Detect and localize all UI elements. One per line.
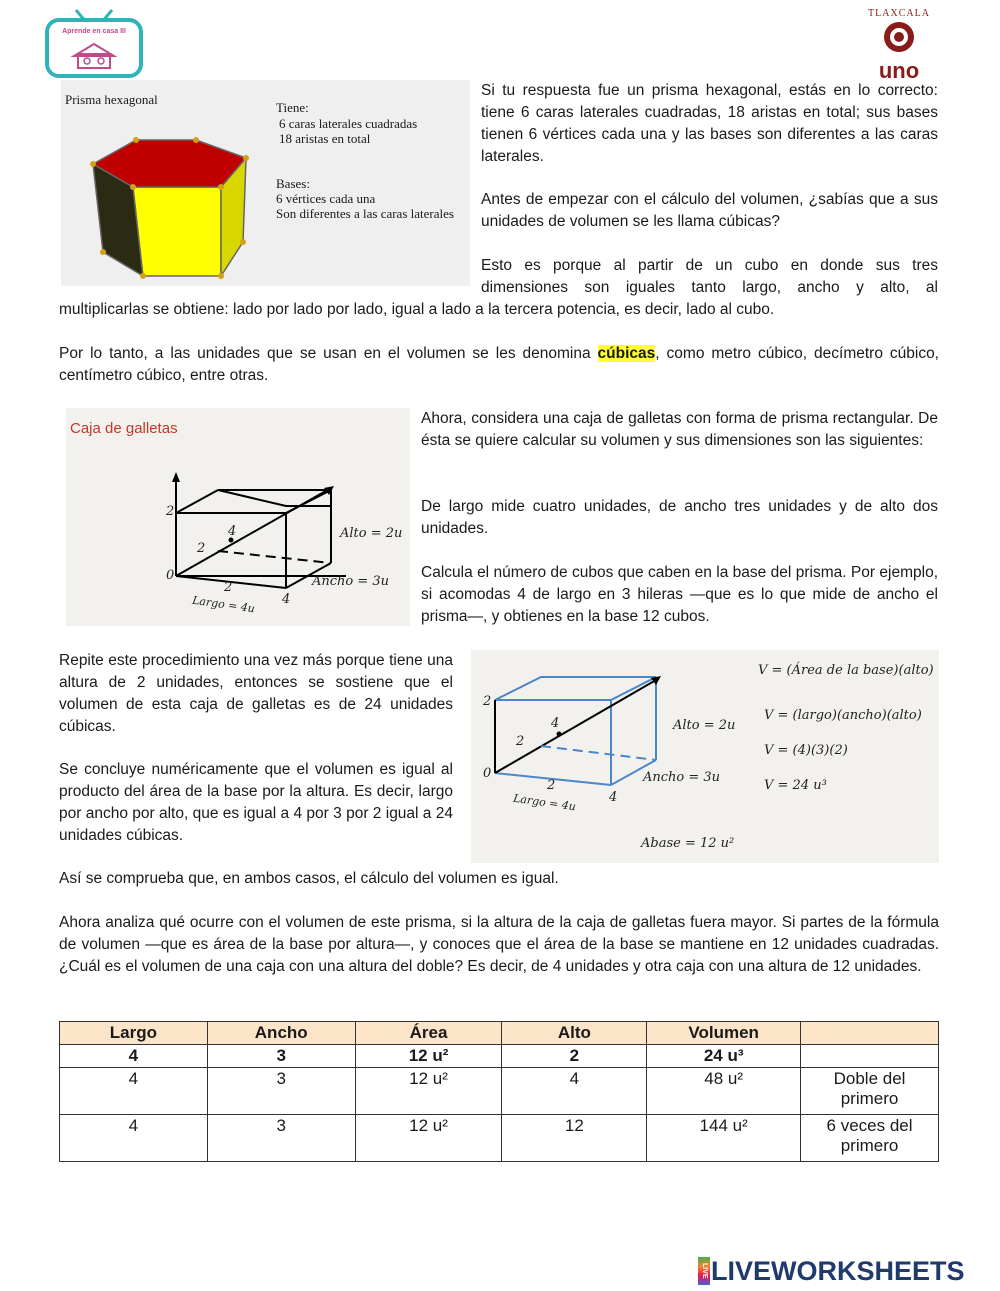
box1-alto-label: Alto = 2u [340, 526, 403, 541]
cell-area: 12 u² [355, 1115, 502, 1162]
box1-tick-2-y: 2 [166, 504, 175, 519]
volume-box-figure [471, 650, 939, 863]
paragraph-5: Ahora, considera una caja de galletas con forma de prisma rectangular. De ésta se quiere calcular su volumen y sus dimensiones son las siguientes: [421, 410, 938, 449]
cell-largo: 4 [60, 1045, 208, 1068]
cell-largo: 4 [60, 1115, 208, 1162]
formula-abase: Abase = 12 u² [641, 836, 735, 851]
uno-logo-text: uno [878, 58, 920, 83]
volume-table-wrapper [59, 1021, 939, 1162]
box1-ancho-label: Ancho = 3u [312, 574, 390, 589]
cell-ancho: 3 [207, 1115, 355, 1162]
tlaxcala-logo-text: TLAXCALA [868, 8, 930, 19]
box2-ancho-label: Ancho = 3u [643, 770, 721, 785]
cell-alto: 2 [502, 1045, 647, 1068]
hex-tiene-1: 6 caras laterales cuadradas [279, 116, 418, 131]
paragraph-3a: Esto es porque al partir de un cubo en donde sus tres dimensiones son iguales tanto largo, ancho y alto, al [481, 257, 938, 296]
formula-4: V = 24 u³ [764, 778, 827, 793]
box2-tick-2-x: 2 [547, 778, 556, 793]
cell-volumen: 48 u² [647, 1068, 801, 1115]
volume-table [59, 1021, 939, 1162]
header-volumen: Volumen [647, 1022, 801, 1045]
paragraph-4-pre: Por lo tanto, a las unidades que se usan en el volumen se les denomina [59, 345, 598, 362]
liveworksheets-brand: LIVEWORKSHEETS [711, 1255, 965, 1286]
tlaxcala-uno-logo [858, 8, 940, 83]
aprende-en-casa-logo [44, 8, 144, 80]
paragraph-3b: multiplicarlas se obtiene: lado por lado por lado, igual a lado a la tercera potencia, es decir, lado al cubo. [59, 301, 775, 318]
table-row [60, 1045, 939, 1068]
table-row [60, 1115, 939, 1162]
hexagonal-prism-drawing [61, 80, 470, 286]
paragraph-6: De largo mide cuatro unidades, de ancho tres unidades y de alto dos unidades. [421, 498, 938, 537]
tlaxcala-seal-icon [858, 19, 940, 55]
hex-bases-label: Bases: [276, 176, 310, 191]
box1-tick-0: 0 [166, 568, 175, 583]
cell-alto: 4 [502, 1068, 647, 1115]
box1-tick-2-diag: 2 [197, 541, 206, 556]
hexagonal-prism-figure [61, 80, 470, 286]
box2-tick-0: 0 [483, 766, 492, 781]
box2-tick-2-diag: 2 [516, 734, 525, 749]
live-badge-letters: LIVE [698, 1257, 710, 1285]
highlight-cubicas: cúbicas [597, 345, 656, 362]
volume-box-drawing [471, 650, 939, 863]
cell-largo: 4 [60, 1068, 208, 1115]
cell-volumen: 144 u² [647, 1115, 801, 1162]
cell-note: Doble del primero [801, 1068, 939, 1115]
table-header-row [60, 1022, 939, 1045]
paragraph-10: Así se comprueba que, en ambos casos, el cálculo del volumen es igual. [59, 870, 559, 887]
formula-1: V = (Área de la base)(alto) [758, 663, 934, 678]
box2-alto-label: Alto = 2u [673, 718, 736, 733]
hex-tiene-2: 18 aristas en total [279, 131, 371, 146]
box1-title: Caja de galletas [70, 420, 178, 437]
paragraph-7: Calcula el número de cubos que caben en la base del prisma. Por ejemplo, si acomodas 4 de largo en 3 hileras —que es lo que mide de ancho el prisma—, y obtienes en la base 12 cubos. [421, 564, 938, 625]
aprende-logo-text: Aprende en casa III [62, 28, 126, 35]
box2-largo-label: Largo = 4u [512, 791, 577, 814]
cell-note [801, 1045, 939, 1068]
box1-tick-4-x: 4 [282, 592, 291, 607]
paragraph-9: Se concluye numéricamente que el volumen es igual al producto del área de la base por la altura. Es decir, largo por ancho por alto, que es igual a 4 por 3 por 2 igual a 24 unidades cúbicas. [59, 761, 453, 844]
paragraph-2: Antes de empezar con el cálculo del volumen, ¿sabías que a sus unidades de volumen se les llama cúbicas? [481, 191, 938, 230]
box2-tick-2-y: 2 [483, 694, 492, 709]
cell-area: 12 u² [355, 1045, 502, 1068]
box2-tick-4-x: 4 [609, 790, 618, 805]
live-badge-icon [698, 1257, 708, 1285]
paragraph-1: Si tu respuesta fue un prisma hexagonal, estás en lo correcto: tiene 6 caras laterales cuadradas, 18 aristas en total; sus bases tienen 6 vértices cada una y las bases son diferentes a las caras laterales. [481, 82, 938, 165]
cell-alto: 12 [502, 1115, 647, 1162]
header-area: Área [355, 1022, 502, 1045]
cell-ancho: 3 [207, 1068, 355, 1115]
cookie-box-drawing [66, 408, 410, 626]
formula-3: V = (4)(3)(2) [764, 743, 848, 758]
hex-bases-1: 6 vértices cada una [276, 191, 376, 206]
hex-tiene-label: Tiene: [276, 100, 309, 115]
formula-2: V = (largo)(ancho)(alto) [764, 708, 922, 723]
hex-bases-2: Son diferentes a las caras laterales [276, 206, 454, 221]
liveworksheets-logo[interactable] [698, 1256, 965, 1286]
box1-tick-2-x: 2 [224, 580, 233, 595]
paragraph-11: Ahora analiza qué ocurre con el volumen de este prisma, si la altura de la caja de galletas fuera mayor. Si partes de la fórmula de volumen —que es área de la base por altura—, y conoces que el área de la base se mantiene en 12 unidades cuadradas. ¿Cuál es el volumen de una caja con una altura del doble? Es decir, de 4 unidades y otra caja con una altura de 12 unidades. [59, 914, 939, 975]
paragraph-4 [59, 343, 939, 387]
paragraph-8: Repite este procedimiento una vez más porque tiene una altura de 2 unidades, entonces se sostiene que el volumen de esta caja de galletas es de 24 unidades cúbicas. [59, 652, 453, 735]
table-row [60, 1068, 939, 1115]
cell-ancho: 3 [207, 1045, 355, 1068]
cell-area: 12 u² [355, 1068, 502, 1115]
cookie-box-figure [66, 408, 410, 626]
box1-largo-label: Largo = 4u [191, 593, 256, 616]
box1-tick-4-diag: 4 [228, 524, 237, 539]
cell-note: 6 veces del primero [801, 1115, 939, 1162]
hex-title: Prisma hexagonal [65, 92, 158, 107]
header-extra [801, 1022, 939, 1045]
header-alto: Alto [502, 1022, 647, 1045]
header-ancho: Ancho [207, 1022, 355, 1045]
header-largo: Largo [60, 1022, 208, 1045]
cell-volumen: 24 u³ [647, 1045, 801, 1068]
box2-tick-4-diag: 4 [551, 716, 560, 731]
paragraph-4-post: , como metro cúbico, decímetro cúbico, centímetro cúbico, entre otras. [59, 345, 939, 384]
